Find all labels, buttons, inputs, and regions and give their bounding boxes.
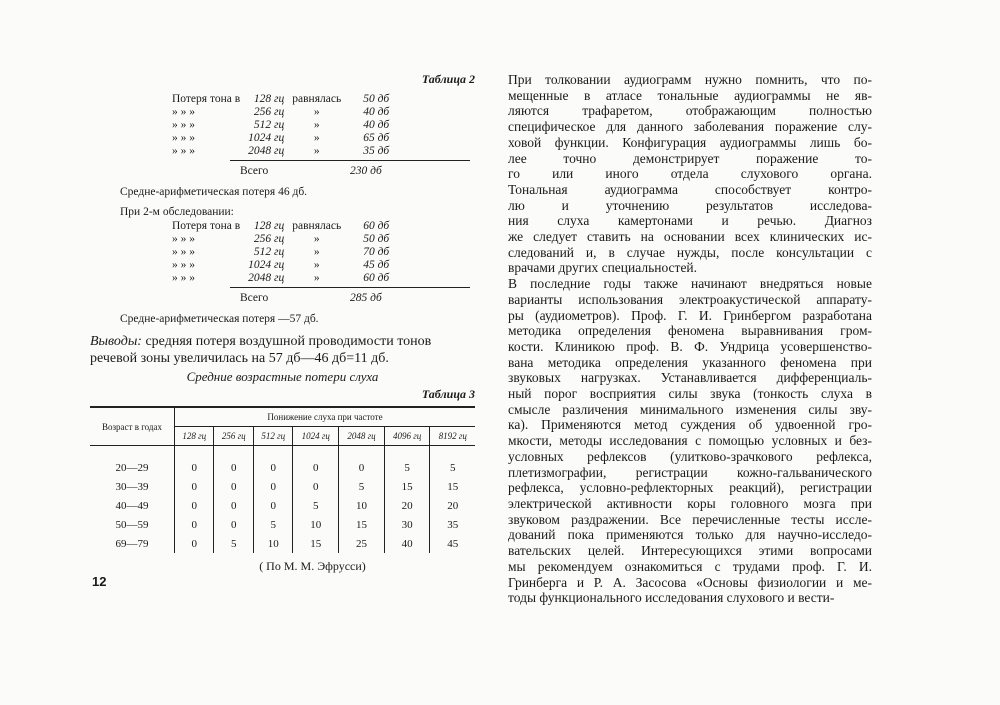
first-exam-average: Средне-арифметическая потеря 46 дб. bbox=[120, 186, 308, 198]
value-cell: 0 bbox=[253, 496, 292, 515]
value-cell: 40 bbox=[384, 534, 430, 553]
text-line: кости. Клиникою проф. В. Ф. Ундрица усовершенство- bbox=[508, 338, 872, 354]
row-relation: равнялась bbox=[292, 93, 342, 105]
row-relation: » bbox=[313, 246, 320, 258]
row-value: 60 дб bbox=[363, 272, 390, 284]
text-line: го или иного отдела слухового органа. bbox=[508, 166, 872, 182]
frequency-header: 128 гц bbox=[175, 427, 214, 446]
total-label: Всего bbox=[240, 165, 269, 177]
loss-row bbox=[168, 259, 393, 272]
frequency-header: 512 гц bbox=[253, 427, 292, 446]
value-cell: 15 bbox=[430, 477, 475, 496]
text-line: ка). Применяются метод суждения об удвоенной гро- bbox=[508, 417, 872, 433]
value-cell: 0 bbox=[175, 515, 214, 534]
text-line: рефлекса, условно-рефлекторных реакций), регистрации bbox=[508, 480, 872, 496]
row-prefix: Потеря тона в bbox=[172, 93, 241, 105]
text-line: условных рефлексов (улитково-зрачкового рефлекса, bbox=[508, 448, 872, 464]
table3-source: ( По М. М. Эфрусси) bbox=[259, 559, 366, 573]
value-cell: 20 bbox=[430, 496, 475, 515]
age-cell: 69—79 bbox=[115, 537, 149, 550]
row-prefix: » » » bbox=[172, 246, 195, 258]
text-line: дований пока применяются только для научно-исследо- bbox=[508, 527, 872, 543]
text-line: плетизмографии, регистрации кожно-гальванического bbox=[508, 464, 872, 480]
value-cell: 0 bbox=[253, 446, 292, 478]
value-cell: 35 bbox=[430, 515, 475, 534]
text-line: звуковом раздражении. Все перечисленные тесты иссле- bbox=[508, 511, 872, 527]
text-line: врачами других специальностей. bbox=[508, 260, 698, 276]
frequency-header: 256 гц bbox=[214, 427, 253, 446]
text-line: В последние годы также начинают внедряться новые bbox=[508, 276, 872, 292]
paragraph-1 bbox=[492, 72, 872, 276]
text-line: лю и уточнению результатов исследова- bbox=[508, 197, 872, 213]
frequency-header: 4096 гц bbox=[384, 427, 430, 446]
value-cell: 5 bbox=[253, 515, 292, 534]
value-cell: 0 bbox=[214, 515, 253, 534]
loss-row bbox=[168, 233, 393, 246]
loss-row bbox=[168, 220, 393, 233]
row-prefix: » » » bbox=[172, 259, 195, 271]
conclusion bbox=[90, 333, 475, 367]
value-cell: 0 bbox=[214, 477, 253, 496]
row-frequency: 128 гц bbox=[253, 93, 285, 105]
value-cell: 30 bbox=[384, 515, 430, 534]
row-frequency: 512 гц bbox=[253, 246, 285, 258]
table-row bbox=[90, 496, 475, 515]
row-relation: » bbox=[313, 132, 320, 144]
value-cell: 0 bbox=[175, 477, 214, 496]
value-cell: 0 bbox=[293, 446, 339, 478]
row-value: 70 дб bbox=[363, 246, 390, 258]
conclusion-text: средняя потеря воздушной проводимости тонов речевой зоны увеличилась на 57 дб—46 дб=11 дб. bbox=[90, 334, 432, 366]
value-cell: 5 bbox=[214, 534, 253, 553]
row-frequency: 256 гц bbox=[253, 233, 285, 245]
row-prefix: » » » bbox=[172, 145, 195, 157]
text-line: ры (аудиометров). Проф. Г. И. Гринбергом разработана bbox=[508, 307, 872, 323]
frequency-header: 2048 гц bbox=[339, 427, 385, 446]
loss-row bbox=[168, 93, 393, 106]
loss-row bbox=[168, 106, 393, 119]
age-cell: 30—39 bbox=[115, 480, 149, 493]
text-line: мы рекомендуем ознакомиться с трудами проф. Г. И. bbox=[508, 558, 872, 574]
text-line: методика определения феномена выравнивания гром- bbox=[508, 323, 872, 339]
value-cell: 15 bbox=[339, 515, 385, 534]
row-frequency: 2048 гц bbox=[248, 272, 285, 284]
loss-row bbox=[168, 119, 393, 132]
value-cell: 0 bbox=[253, 477, 292, 496]
value-cell: 15 bbox=[293, 534, 339, 553]
value-cell: 5 bbox=[293, 496, 339, 515]
table-row bbox=[90, 534, 475, 553]
row-prefix: » » » bbox=[172, 272, 195, 284]
text-line: лее точно демонстрирует поражение то- bbox=[508, 150, 872, 166]
row-frequency: 2048 гц bbox=[248, 145, 285, 157]
value-cell: 0 bbox=[175, 446, 214, 478]
row-frequency: 128 гц bbox=[253, 220, 285, 232]
text-line: следований и, в случае нужды, после консультации с bbox=[508, 244, 872, 260]
row-value: 40 дб bbox=[363, 106, 390, 118]
row-relation: » bbox=[313, 106, 320, 118]
first-exam-table bbox=[90, 93, 475, 158]
value-cell: 10 bbox=[253, 534, 292, 553]
right-column bbox=[492, 72, 872, 606]
text-line: ляются трафаретом, отображающим полностью bbox=[508, 103, 872, 119]
group-header: Понижение слуха при частоте bbox=[175, 407, 476, 427]
value-cell: 20 bbox=[384, 496, 430, 515]
table-row bbox=[90, 477, 475, 496]
value-cell: 0 bbox=[214, 446, 253, 478]
row-prefix: Потеря тона в bbox=[172, 220, 241, 232]
loss-row bbox=[168, 145, 393, 158]
value-cell: 25 bbox=[339, 534, 385, 553]
text-line: мещенные в атласе тональные аудиограммы не яв- bbox=[508, 87, 872, 103]
row-value: 40 дб bbox=[363, 119, 390, 131]
sum-rule bbox=[230, 287, 470, 288]
value-cell: 5 bbox=[339, 477, 385, 496]
row-frequency: 1024 гц bbox=[248, 259, 285, 271]
text-line: ный порог восприятия силы звука (тонкость слуха в bbox=[508, 386, 872, 402]
second-exam-total bbox=[240, 290, 475, 306]
second-exam-table bbox=[90, 220, 475, 285]
table-row bbox=[90, 446, 475, 478]
total-value: 230 дб bbox=[350, 165, 382, 177]
total-label: Всего bbox=[240, 292, 269, 304]
age-header: Возраст в годах bbox=[90, 407, 175, 446]
text-line: же следует ставить на основании всех клинических ис- bbox=[508, 229, 872, 245]
text-line: ния слуха камертонами и речью. Диагноз bbox=[508, 213, 872, 229]
text-line: Тональная аудиограмма способствует контро- bbox=[508, 181, 872, 197]
first-exam-total bbox=[240, 163, 475, 179]
value-cell: 0 bbox=[293, 477, 339, 496]
row-value: 50 дб bbox=[363, 93, 390, 105]
text-line: смысле различения минимального изменения силы зву- bbox=[508, 401, 872, 417]
text-line: тоды функционального исследования слухового и вести- bbox=[508, 590, 835, 606]
age-cell: 50—59 bbox=[115, 518, 149, 531]
value-cell: 5 bbox=[384, 446, 430, 478]
frequency-header: 8192 гц bbox=[430, 427, 475, 446]
frequency-header: 1024 гц bbox=[293, 427, 339, 446]
loss-row bbox=[168, 272, 393, 285]
value-cell: 0 bbox=[214, 496, 253, 515]
row-prefix: » » » bbox=[172, 106, 195, 118]
text-line: вана методика определения указанного феномена при bbox=[508, 354, 872, 370]
table3-title-row bbox=[90, 369, 475, 385]
text-line: При толковании аудиограмм нужно помнить, что по- bbox=[508, 72, 872, 87]
table3-caption: Таблица 3 bbox=[421, 387, 475, 401]
row-prefix: » » » bbox=[172, 233, 195, 245]
text-line: Гринберга и Р. А. Засосова «Основы физиологии и ме- bbox=[508, 574, 872, 590]
text-line: мкости, методы исследования с помощью условных и без- bbox=[508, 433, 872, 449]
age-cell: 20—29 bbox=[115, 461, 149, 474]
row-relation: » bbox=[313, 119, 320, 131]
text-line: ховой функции. Конфигурация аудиограммы лишь бо- bbox=[508, 134, 872, 150]
value-cell: 0 bbox=[339, 446, 385, 478]
row-relation: » bbox=[313, 259, 320, 271]
paragraph-2 bbox=[492, 276, 872, 606]
row-relation: » bbox=[313, 145, 320, 157]
table3-title: Средние возрастные потери слуха bbox=[186, 369, 379, 384]
row-value: 35 дб bbox=[363, 145, 390, 157]
text-line: вательских целей. Интересующихся этими вопросами bbox=[508, 543, 872, 559]
table2-caption: Таблица 2 bbox=[421, 72, 475, 86]
second-exam-label: При 2-м обследовании: bbox=[120, 206, 234, 218]
row-value: 45 дб bbox=[363, 259, 390, 271]
loss-row bbox=[168, 246, 393, 259]
text-line: варианты использования электроакустической аппарату- bbox=[508, 291, 872, 307]
row-frequency: 1024 гц bbox=[248, 132, 285, 144]
text-line: звуковых нагрузках. Устанавливается дифференциаль- bbox=[508, 370, 872, 386]
value-cell: 10 bbox=[293, 515, 339, 534]
table-row bbox=[90, 515, 475, 534]
text-line: специфическое для данного заболевания поражение слу- bbox=[508, 119, 872, 135]
row-frequency: 256 гц bbox=[253, 106, 285, 118]
row-value: 50 дб bbox=[363, 233, 390, 245]
age-hearing-loss-table bbox=[90, 406, 475, 553]
row-prefix: » » » bbox=[172, 119, 195, 131]
row-relation: » bbox=[313, 233, 320, 245]
row-value: 65 дб bbox=[363, 132, 390, 144]
loss-row bbox=[168, 132, 393, 145]
age-cell: 40—49 bbox=[115, 499, 149, 512]
value-cell: 45 bbox=[430, 534, 475, 553]
total-value: 285 дб bbox=[350, 292, 382, 304]
text-line: электрической активности коры головного мозга при bbox=[508, 495, 872, 511]
value-cell: 0 bbox=[175, 496, 214, 515]
row-prefix: » » » bbox=[172, 132, 195, 144]
left-column bbox=[90, 72, 475, 574]
page-number: 12 bbox=[92, 574, 107, 589]
second-exam-average: Средне-арифметическая потеря —57 дб. bbox=[120, 313, 319, 325]
row-relation: равнялась bbox=[292, 220, 342, 232]
value-cell: 10 bbox=[339, 496, 385, 515]
value-cell: 15 bbox=[384, 477, 430, 496]
value-cell: 0 bbox=[175, 534, 214, 553]
row-value: 60 дб bbox=[363, 220, 390, 232]
sum-rule bbox=[230, 160, 470, 161]
value-cell: 5 bbox=[430, 446, 475, 478]
row-frequency: 512 гц bbox=[253, 119, 285, 131]
conclusion-label: Выводы: bbox=[90, 334, 142, 349]
row-relation: » bbox=[313, 272, 320, 284]
